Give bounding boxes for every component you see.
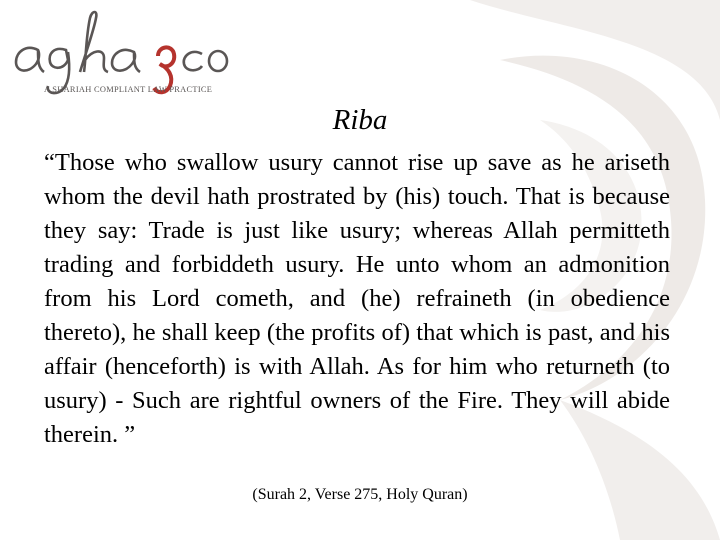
quote-source: (Surah 2, Verse 275, Holy Quran) [252, 486, 468, 503]
slide-title [0, 104, 720, 137]
logo-tagline: A SHARIAH COMPLIANT LAW PRACTICE [44, 85, 213, 94]
agha-co-logo-mark [8, 6, 238, 102]
quran-quote: “Those who swallow usury cannot rise up save as he ariseth whom the devil hath prostrated by (his) touch. That is because they say: Trade is just like usury; whereas Allah permitteth trading and forbiddeth usury. He unto whom an admonition from his Lord cometh, and (he) refraineth (in obedience thereto), he shall keep (the profits of) that which is past, and his affair (henceforth) is with Allah. As for him who returneth (to usury) - Such are rightful owners of the Fire. They will abide therein. ” [44, 149, 670, 448]
slide-title-text: Riba [332, 104, 388, 136]
agha-co-logo [8, 6, 238, 102]
